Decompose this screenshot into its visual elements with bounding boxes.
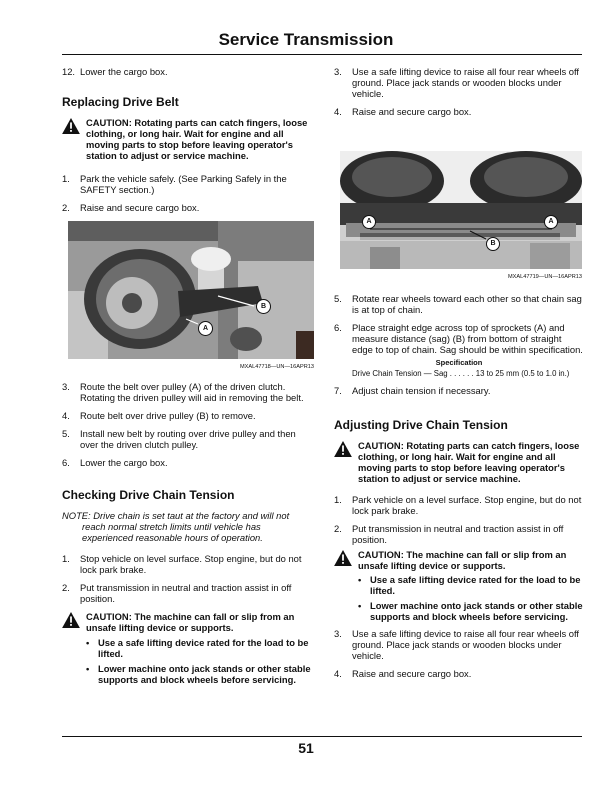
drive-chain-photo (340, 151, 582, 269)
drive-belt-figure (68, 221, 314, 373)
warning-icon (62, 612, 80, 628)
note: NOTE: Drive chain is set taut at the factory and will not reach normal stretch limits until vehicle has experienced reasonable hours of operation. (62, 510, 290, 543)
bullet-item: • Use a safe lifting device rated for the load to be lifted. (358, 574, 581, 596)
header-rule (62, 54, 582, 55)
section-heading-adjusting-drive-chain-tension: Adjusting Drive Chain Tension (334, 418, 508, 432)
caution-notice: CAUTION: Rotating parts can catch fingers, loose clothing, or long hair. Wait for engine and all moving parts to stop before leaving operator's station to adjust or service machine. (334, 440, 584, 484)
callout-a-right: A (544, 215, 558, 229)
bullet-item: • Use a safe lifting device rated for the load to be lifted. (86, 637, 309, 659)
caution-notice: CAUTION: The machine can fall or slip from an unsafe lifting device or supports. (334, 549, 584, 571)
list-item: 7. Adjust chain tension if necessary. (334, 385, 491, 396)
page-title: Service Transmission (218, 30, 394, 49)
callout-a-left: A (362, 215, 376, 229)
specification-line: Drive Chain Tension — Sag . . . . . . 13 to 25 mm (0.5 to 1.0 in.) (352, 369, 570, 378)
list-item: 6. Place straight edge across top of sprockets (A) and measure distance (sag) (B) from bottom of straight edge to top of chain. Sag should be within specification. (334, 322, 583, 355)
callout-a: A (198, 321, 213, 336)
page-number: 51 (298, 740, 314, 756)
drive-belt-photo (68, 221, 314, 359)
figure-caption: MXAL47718—UN—16APR13 (240, 364, 314, 370)
list-item: 4. Raise and secure cargo box. (334, 106, 472, 117)
right-column (334, 66, 584, 686)
section-heading-replacing-drive-belt: Replacing Drive Belt (62, 95, 179, 109)
warning-icon (334, 441, 352, 457)
list-item: 5. Rotate rear wheels toward each other so that chain sag is at top of chain. (334, 293, 582, 315)
warning-icon (334, 550, 352, 566)
left-column (62, 66, 314, 689)
list-item: 2. Put transmission in neutral and traction assist in off position. (334, 523, 564, 545)
list-item: 1. Stop vehicle on level surface. Stop engine, but do not lock park brake. (62, 553, 302, 575)
caution-notice: CAUTION: Rotating parts can catch fingers, loose clothing, or long hair. Wait for engine and all moving parts to stop before leaving operator's station to adjust or service machine. (62, 117, 314, 161)
callout-b: B (256, 299, 271, 314)
list-item: 4. Raise and secure cargo box. (334, 668, 472, 679)
list-item: 3. Use a safe lifting device to raise all four rear wheels off ground. Place jack stands or wooden blocks under vehicle. (334, 66, 580, 99)
footer-rule (62, 736, 582, 737)
drive-chain-figure (340, 151, 582, 283)
caution-notice: CAUTION: The machine can fall or slip from an unsafe lifting device or supports. (62, 611, 314, 633)
list-item: 3. Use a safe lifting device to raise all four rear wheels off ground. Place jack stands or wooden blocks under vehicle. (334, 628, 580, 661)
bullet-item: • Lower machine onto jack stands or other stable supports and block wheels before servicing. (358, 600, 583, 622)
specification-heading: Specification (435, 358, 483, 367)
list-item: 3. Route the belt over pulley (A) of the driven clutch. Rotating the driven pulley will aid in removing the belt. (62, 381, 304, 403)
list-item: 2. Put transmission in neutral and traction assist in off position. (62, 582, 292, 604)
callout-b: B (486, 237, 500, 251)
list-item: 4. Route belt over drive pulley (B) to remove. (62, 410, 256, 421)
section-heading-checking-drive-chain-tension: Checking Drive Chain Tension (62, 488, 235, 502)
bullet-item: • Lower machine onto jack stands or other stable supports and block wheels before servicing. (86, 663, 311, 685)
list-item: 12. Lower the cargo box. (62, 66, 168, 77)
list-item: 1. Park vehicle on a level surface. Stop engine, but do not lock park brake. (334, 494, 582, 516)
list-item: 2. Raise and secure cargo box. (62, 202, 200, 213)
list-item: 6. Lower the cargo box. (62, 457, 168, 468)
figure-caption: MXAL47719—UN—16APR13 (508, 274, 582, 280)
list-item: 5. Install new belt by routing over drive pulley and then over the driven clutch pulley. (62, 428, 296, 450)
list-item: 1. Park the vehicle safely. (See Parking Safely in the SAFETY section.) (62, 173, 287, 195)
warning-icon (62, 118, 80, 134)
